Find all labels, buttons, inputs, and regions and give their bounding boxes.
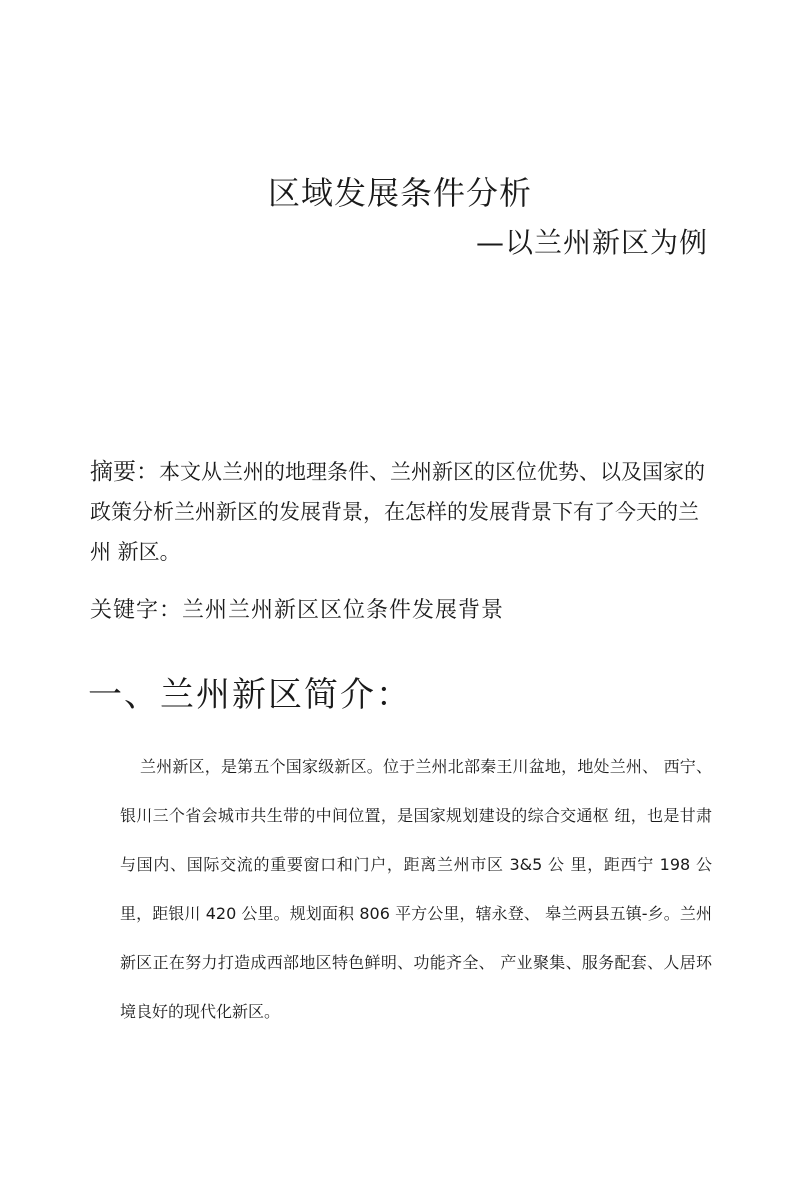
document-subtitle: —以兰州新区为例 xyxy=(475,226,708,259)
abstract xyxy=(90,452,718,572)
section-paragraph: 兰州新区，是第五个国家级新区。位于兰州北部秦王川盆地，地处兰州、 西宁、银川三个省会城市共生带的中间位置，是国家规划建设的综合交通枢 纽，也是甘肃与国内、国际交流的重要窗口和门户，距离兰州市区 3&5 公 里，距西宁 198 公里，距银川 420 公里。规划面积 806 平方公里，辖永登、 皋兰两县五镇-乡。兰州新区正在努力打造成西部地区特色鲜明、功能齐全、 产业聚集、服务配套、人居环境良好的现代化新区。 xyxy=(120,757,712,1021)
keywords-text: 兰州兰州新区区位条件发展背景 xyxy=(182,598,505,623)
keywords-label: 关键字： xyxy=(90,598,183,623)
abstract-text: 本文从兰州的地理条件、兰州新区的区位优势、以及国家的 政策分析兰州新区的发展背景，在怎样的发展背景下有了今天的兰州 新区。 xyxy=(90,460,705,564)
document-title: 区域发展条件分析 xyxy=(267,174,532,212)
keywords xyxy=(90,593,504,624)
section-heading: 一、兰州新区简介： xyxy=(88,675,412,715)
abstract-label: 摘要： xyxy=(90,459,159,485)
